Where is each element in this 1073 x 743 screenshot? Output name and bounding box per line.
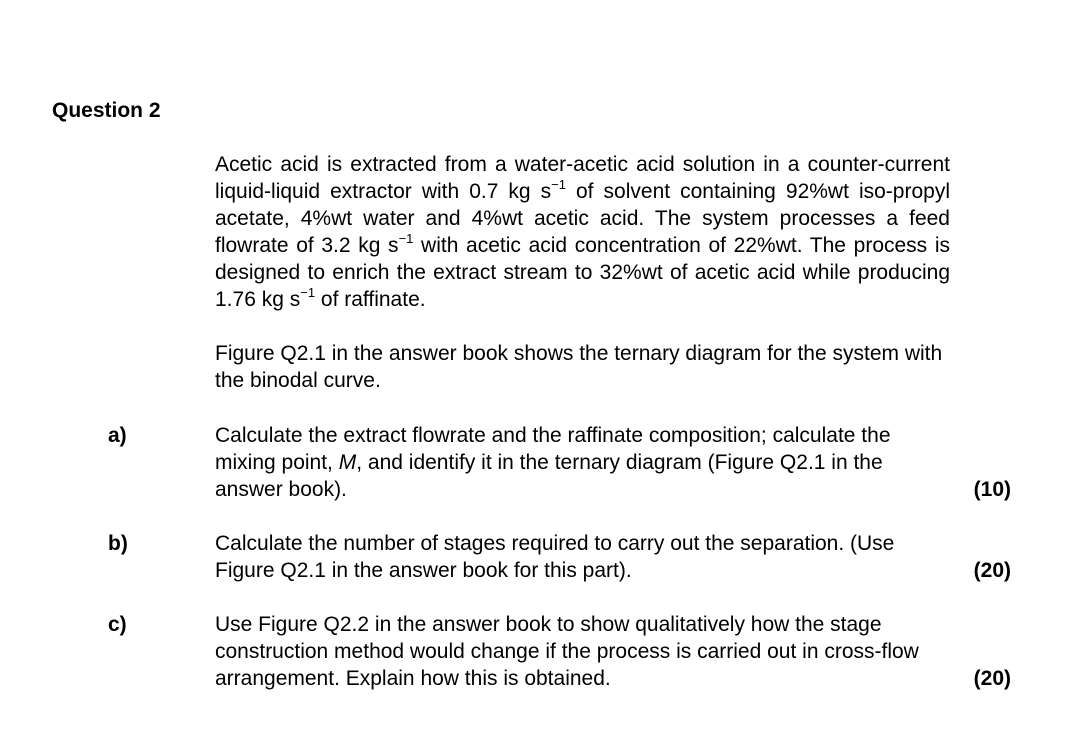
part-a-marks: (10): [973, 478, 1011, 501]
intro-text-3: with acetic acid concentration of 22%wt. The process is designed to enrich the extract stream to 32%wt of acetic acid while producing 1.76 kg s: [215, 234, 951, 311]
question-title: Question 2: [52, 99, 161, 122]
part-b-text: Calculate the number of stages required to carry out the separation. (Use Figure Q2.1 in the answer book for this part).: [215, 532, 895, 582]
figure-note: Figure Q2.1 in the answer book shows the ternary diagram for the system with the binodal curve.: [215, 342, 943, 392]
exponent: −1: [551, 177, 566, 192]
intro-text-4: of raffinate.: [315, 288, 426, 311]
mixing-point-symbol: M: [338, 451, 357, 474]
intro-text-2: of solvent containing 92%wt iso-propyl acetate, 4%wt water and 4%wt acetic acid. The system processes a feed flowrate of 3.2 kg s: [215, 180, 950, 257]
part-c-text: Use Figure Q2.2 in the answer book to show qualitatively how the stage construction method would change if the process is carried out in cross-flow arrangement. Explain how this is obtained.: [215, 613, 919, 690]
exponent: −1: [300, 285, 316, 300]
part-b-label: b): [108, 532, 128, 555]
part-b-marks: (20): [973, 559, 1011, 582]
part-a-text-after: , and identify it in the ternary diagram (Figure Q2.1 in the answer book).: [215, 451, 883, 501]
part-a-label: a): [108, 424, 127, 447]
part-c-marks: (20): [973, 667, 1011, 690]
question-intro: [215, 151, 950, 313]
part-c-label: c): [108, 613, 127, 636]
part-a-text-before: Calculate the extract flowrate and the raffinate composition; calculate the mixing point,: [215, 424, 891, 474]
exponent: −1: [398, 231, 414, 246]
intro-text-1: Acetic acid is extracted from a water-acetic acid solution in a counter-current liquid-liquid extractor with 0.7 kg s: [215, 153, 950, 203]
part-a-text: [215, 422, 940, 503]
